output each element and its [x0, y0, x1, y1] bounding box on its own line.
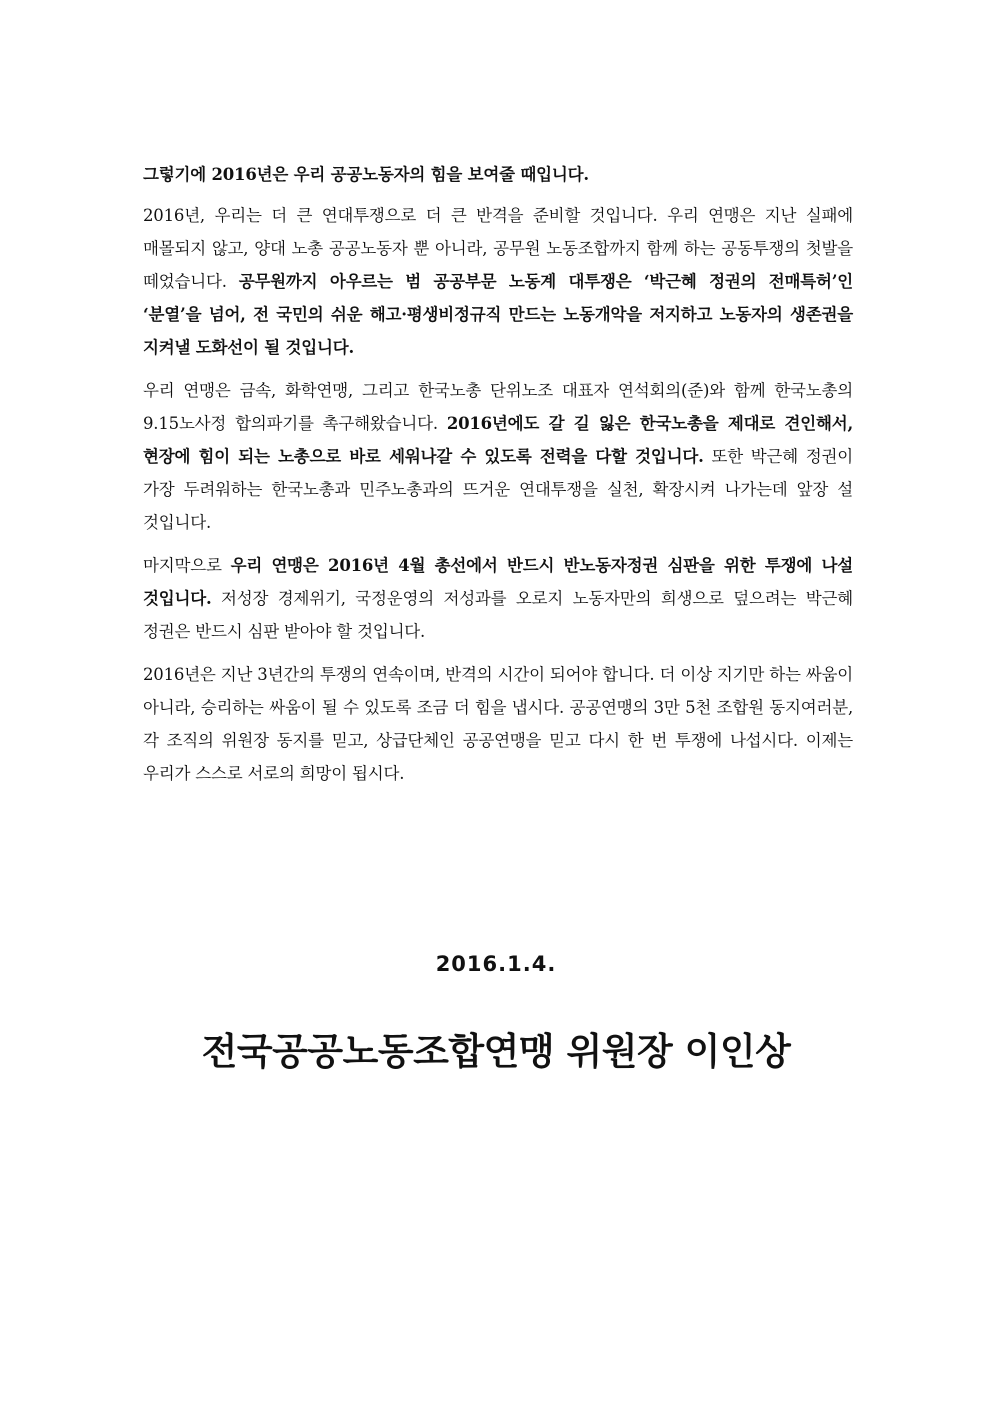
paragraph-3-text: 마지막으로 [143, 556, 231, 575]
paragraph-3-text-end: 저성장 경제위기, 국정운영의 저성과를 오로지 노동자만의 희생으로 덮으려는 박근혜 정권은 반드시 심판 받아야 할 것입니다. [143, 589, 853, 641]
paragraph-1-emphasis: 공무원까지 아우르는 범 공공부문 노동계 대투쟁은 ‘박근혜 정권의 전매특허’인 ‘분열’을 넘어, 전 국민의 쉬운 해고·평생비정규직 만드는 노동개악을 저지하고 노동자의 생존권을 지켜낼 도화선이 될 것입니다. [143, 272, 853, 357]
paragraph-2-text-end: 또한 박근혜 정권이 가장 두려워하는 한국노총과 민주노총과의 뜨거운 연대투쟁을 실천, 확장시켜 나가는데 앞장 설 것입니다. [143, 447, 853, 532]
signature-line: 전국공공노동조합연맹 위원장 이인상 [201, 1030, 791, 1073]
paragraph-4-text: 2016년은 지난 3년간의 투쟁의 연속이며, 반격의 시간이 되어야 합니다. 더 이상 지기만 하는 싸움이 아니라, 승리하는 싸움이 될 수 있도록 조금 더 힘을 냅시다. 공공연맹의 3만 5천 조합원 동지여러분, 각 조직의 위원장 동지를 믿고, 상급단체인 공공연맹을 믿고 다시 한 번 투쟁에 나섭시다. 이제는 우리가 스스로 서로의 희망이 됩시다. [143, 665, 853, 783]
document-date: 2016.1.4. [435, 952, 557, 976]
paragraph-3-emphasis: 우리 연맹은 2016년 4월 총선에서 반드시 반노동자정권 심판을 위한 투쟁에 나설 것입니다. [143, 556, 853, 608]
paragraph-1-text: 2016년, 우리는 더 큰 연대투쟁으로 더 큰 반격을 준비할 것입니다. 우리 연맹은 지난 실패에 매몰되지 않고, 양대 노총 공공노동자 뿐 아니라, 공무원 노동조합까지 함께 하는 공동투쟁의 첫발을 떼었습니다. [143, 206, 853, 291]
paragraph-3 [143, 549, 853, 648]
paragraph-2-emphasis: 2016년에도 갈 길 잃은 한국노총을 제대로 견인해서, 현장에 힘이 되는 노총으로 바로 세워나갈 수 있도록 전력을 다할 것입니다. [143, 414, 853, 466]
document-body [143, 158, 853, 800]
section-heading: 그렇기에 2016년은 우리 공공노동자의 힘을 보여줄 때입니다. [143, 165, 589, 184]
paragraph-4 [143, 658, 853, 790]
paragraph-2 [143, 374, 853, 539]
paragraph-1 [143, 199, 853, 364]
paragraph-2-text: 우리 연맹은 금속, 화학연맹, 그리고 한국노총 단위노조 대표자 연석회의(준)와 함께 한국노총의 9.15노사정 합의파기를 촉구해왔습니다. [143, 381, 853, 433]
